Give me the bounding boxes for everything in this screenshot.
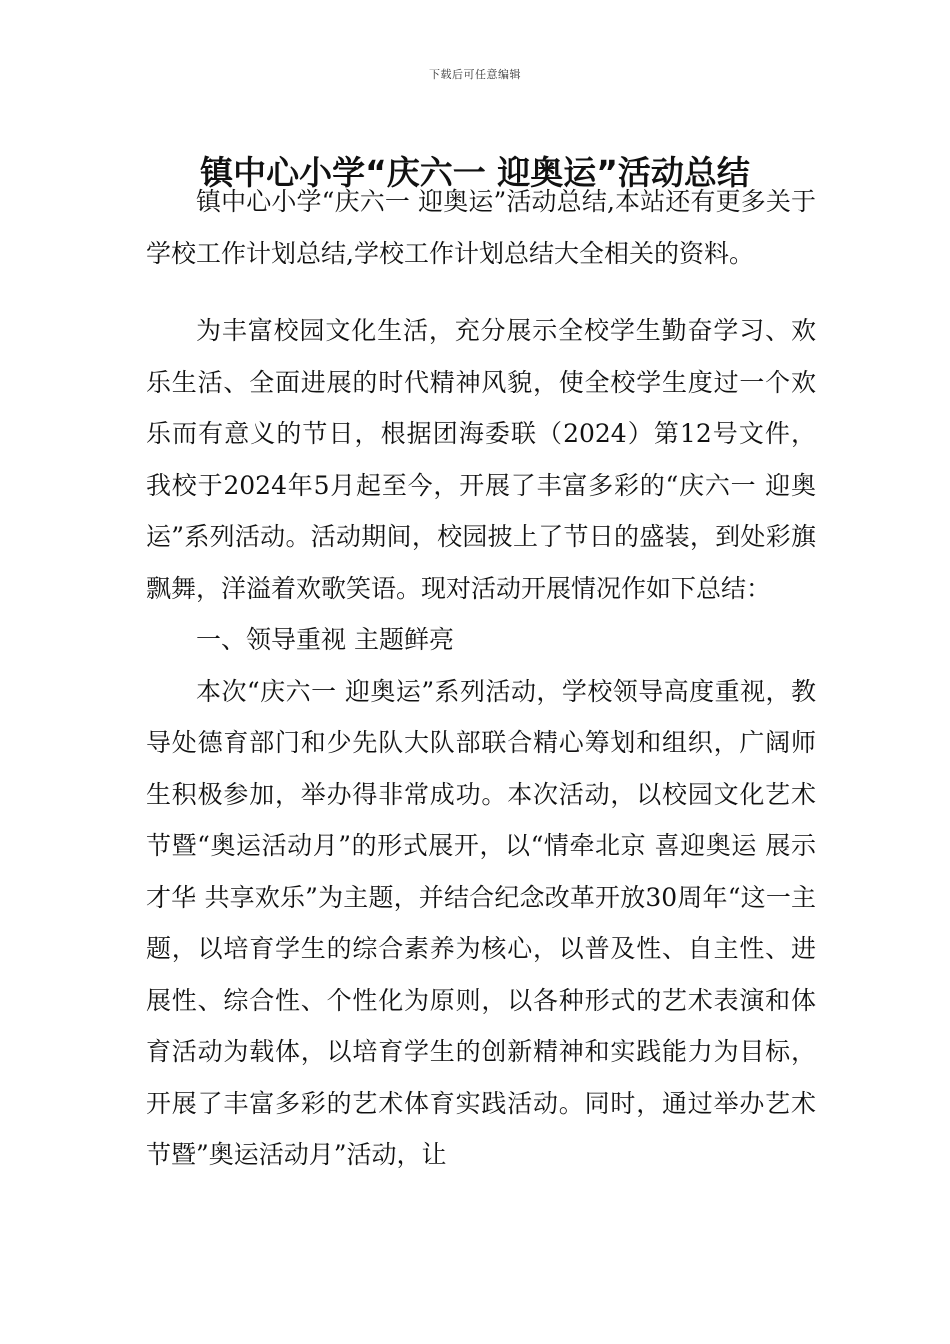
section-heading: 一、领导重视 主题鲜亮: [196, 625, 454, 654]
intro-paragraph: 镇中心小学“庆六一 迎奥运”活动总结,本站还有更多关于学校工作计划总结,学校工作计划总结大全相关的资料。: [146, 187, 816, 268]
document-title: 镇中心小学“庆六一 迎奥运”活动总结: [200, 153, 750, 193]
page-header-note: 下载后可任意编辑: [429, 68, 521, 81]
overview-paragraph: 为丰富校园文化生活，充分展示全校学生勤奋学习、欢乐生活、全面进展的时代精神风貌，使全校学生度过一个欢乐而有意义的节日，根据团海委联（2024）第12号文件，我校于2024年5月起至今，开展了丰富多彩的“庆六一 迎奥运”系列活动。活动期间，校园披上了节日的盛装，到处彩旗飘舞，洋溢着欢歌笑语。现对活动开展情况作如下总结：: [146, 316, 816, 603]
section-paragraph: 本次“庆六一 迎奥运”系列活动，学校领导高度重视，教导处德育部门和少先队大队部联合精心筹划和组织，广阔师生积极参加，举办得非常成功。本次活动，以校园文化艺术节暨“奥运活动月”的形式展开，以“情牵北京 喜迎奥运 展示才华 共享欢乐”为主题，并结合纪念改革开放30周年“这一主题，以培育学生的综合素养为核心，以普及性、自主性、进展性、综合性、个性化为原则，以各种形式的艺术表演和体育活动为载体，以培育学生的创新精神和实践能力为目标，开展了丰富多彩的艺术体育实践活动。同时，通过举办艺术节暨”奥运活动月”活动，让: [146, 676, 816, 1169]
document-body: [146, 176, 816, 1181]
